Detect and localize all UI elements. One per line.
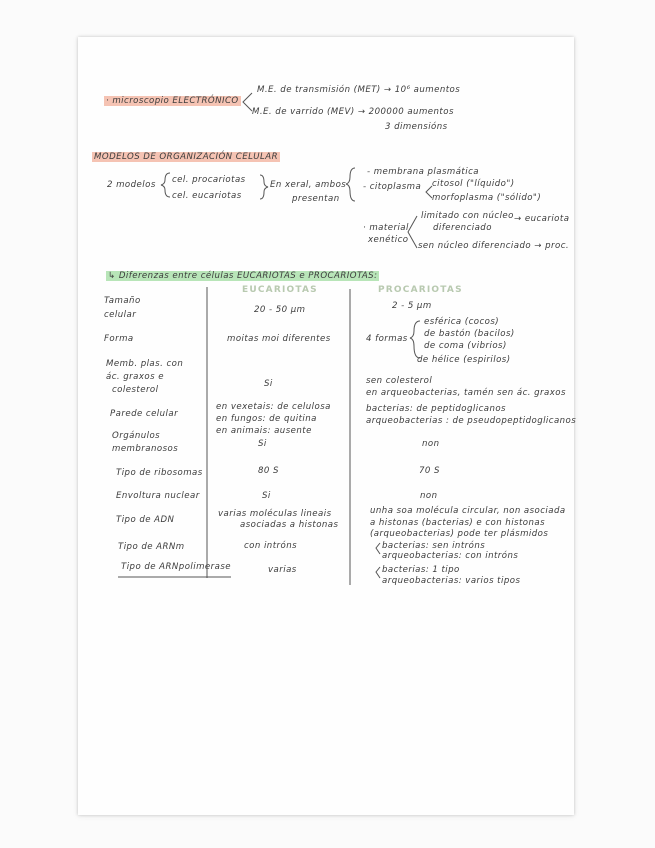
proc-wall-1: bacterias: de peptidoglicanos xyxy=(366,404,506,414)
limitado-2: diferenciado xyxy=(433,223,492,233)
row-label-memb-1: Memb. plas. con xyxy=(106,359,184,369)
euc-mrna: con intróns xyxy=(244,541,298,551)
mev-line: M.E. de varrido (MEV) → 200000 aumentos xyxy=(252,107,454,117)
euc-rnap: varias xyxy=(268,565,297,575)
mev-dimensions: 3 dimensións xyxy=(385,122,448,132)
euc-memb: Si xyxy=(264,379,273,389)
microscope-label-text: · microscopio ELECTRÓNICO xyxy=(106,96,239,106)
rnap-bracket xyxy=(376,567,380,578)
mrna-bracket xyxy=(376,543,380,554)
row-label-memb-2: ác. graxos e xyxy=(106,372,164,382)
proc-form-3: de coma (vibrios) xyxy=(424,341,507,351)
euc-envelope: Si xyxy=(262,491,271,501)
proc-form-4: de hélice (espirilos) xyxy=(417,355,511,365)
euc-dna-2: asociadas a histonas xyxy=(240,520,339,530)
proc-size: 2 - 5 μm xyxy=(392,301,432,311)
row-label-organelles-2: membranosos xyxy=(112,444,179,454)
citoplasma-item: - citoplasma xyxy=(363,182,422,192)
procariotas-cell: cel. procariotas xyxy=(172,175,246,185)
citoplasma-split xyxy=(426,186,432,198)
euc-wall-2: en fungos: de quitina xyxy=(216,414,317,424)
material-label-1: · material xyxy=(363,223,409,233)
row-label-dna: Tipo de ADN xyxy=(116,515,175,525)
row-label-size-2: celular xyxy=(104,310,137,320)
row-label-mrna: Tipo de ARNm xyxy=(118,542,185,552)
to-eucariota: → eucariota xyxy=(514,214,570,224)
proc-mrna-1: bacterias: sen intróns xyxy=(382,541,486,551)
proc-forms-label: 4 formas xyxy=(366,334,408,344)
proc-dna-1: unha soa molécula circular, non asociada xyxy=(370,506,566,516)
models-brace-mid xyxy=(260,175,268,199)
forms-brace xyxy=(410,321,420,358)
material-split xyxy=(408,216,417,248)
membrana-item: - membrana plasmática xyxy=(367,167,479,177)
proc-form-1: esférica (cocos) xyxy=(424,317,500,327)
proc-dna-2: a histonas (bacterias) e con histonas xyxy=(370,518,546,528)
proc-ribosomes: 70 S xyxy=(419,466,440,476)
two-models: 2 modelos xyxy=(107,180,156,190)
models-brace-right xyxy=(346,168,355,201)
row-label-ribosomes: Tipo de ribosomas xyxy=(116,468,203,478)
differences-heading-text: ↳ Diferenzas entre células EUCARIOTAS e PROCARIOTAS: xyxy=(108,271,378,281)
proc-envelope: non xyxy=(420,491,438,501)
row-label-envelope: Envoltura nuclear xyxy=(116,491,200,501)
proc-memb-2: en arqueobacterias, tamén sen ác. graxos xyxy=(366,388,566,398)
row-label-organelles-1: Orgánulos xyxy=(112,431,161,441)
row-label-size-1: Tamaño xyxy=(104,296,141,306)
row-label-memb-3: colesterol xyxy=(112,385,159,395)
proc-wall-2: arqueobacterias : de pseudopeptidoglicanos xyxy=(366,416,577,426)
citosol-item: citosol ("líquido") xyxy=(432,179,515,189)
euc-ribosomes: 80 S xyxy=(258,466,279,476)
limitado-1: limitado con núcleo xyxy=(421,211,514,221)
euc-form: moitas moi diferentes xyxy=(227,334,331,344)
sen-nucleo: sen núcleo diferenciado → proc. xyxy=(418,241,570,251)
microscope-bracket xyxy=(243,93,252,111)
col-procariotas: PROCARIOTAS xyxy=(378,285,463,295)
morfoplasma-item: morfoplasma ("sólido") xyxy=(432,193,542,203)
euc-wall-1: en vexetais: de celulosa xyxy=(216,402,331,412)
proc-memb-1: sen colesterol xyxy=(366,376,433,386)
row-label-wall: Parede celular xyxy=(110,409,179,419)
proc-organelles: non xyxy=(422,439,440,449)
models-brace-left xyxy=(161,173,170,197)
row-label-rnap: Tipo de ARNpolimerase xyxy=(121,562,231,572)
proc-mrna-2: arqueobacterias: con intróns xyxy=(382,551,519,561)
material-label-2: xenético xyxy=(368,235,409,245)
euc-organelles: Si xyxy=(258,439,267,449)
row-label-form: Forma xyxy=(104,334,134,344)
proc-rnap-2: arqueobacterias: varios tipos xyxy=(382,576,521,586)
models-heading-text: MODELOS DE ORGANIZACIÓN CELULAR xyxy=(94,152,279,162)
col-eucariotas: EUCARIOTAS xyxy=(242,285,318,295)
proc-form-2: de bastón (bacilos) xyxy=(424,329,515,339)
both-present-2: presentan xyxy=(292,194,340,204)
eucariotas-cell: cel. eucariotas xyxy=(172,191,242,201)
both-present-1: En xeral, ambos xyxy=(270,180,347,190)
met-line: M.E. de transmisión (MET) → 10⁶ aumentos xyxy=(257,85,461,95)
euc-dna-1: varias moléculas lineais xyxy=(218,509,332,519)
proc-rnap-1: bacterias: 1 tipo xyxy=(382,565,460,575)
proc-dna-3: (arqueobacterias) pode ter plásmidos xyxy=(370,529,549,539)
euc-wall-3: en animais: ausente xyxy=(216,426,312,436)
euc-size: 20 - 50 μm xyxy=(254,305,306,315)
